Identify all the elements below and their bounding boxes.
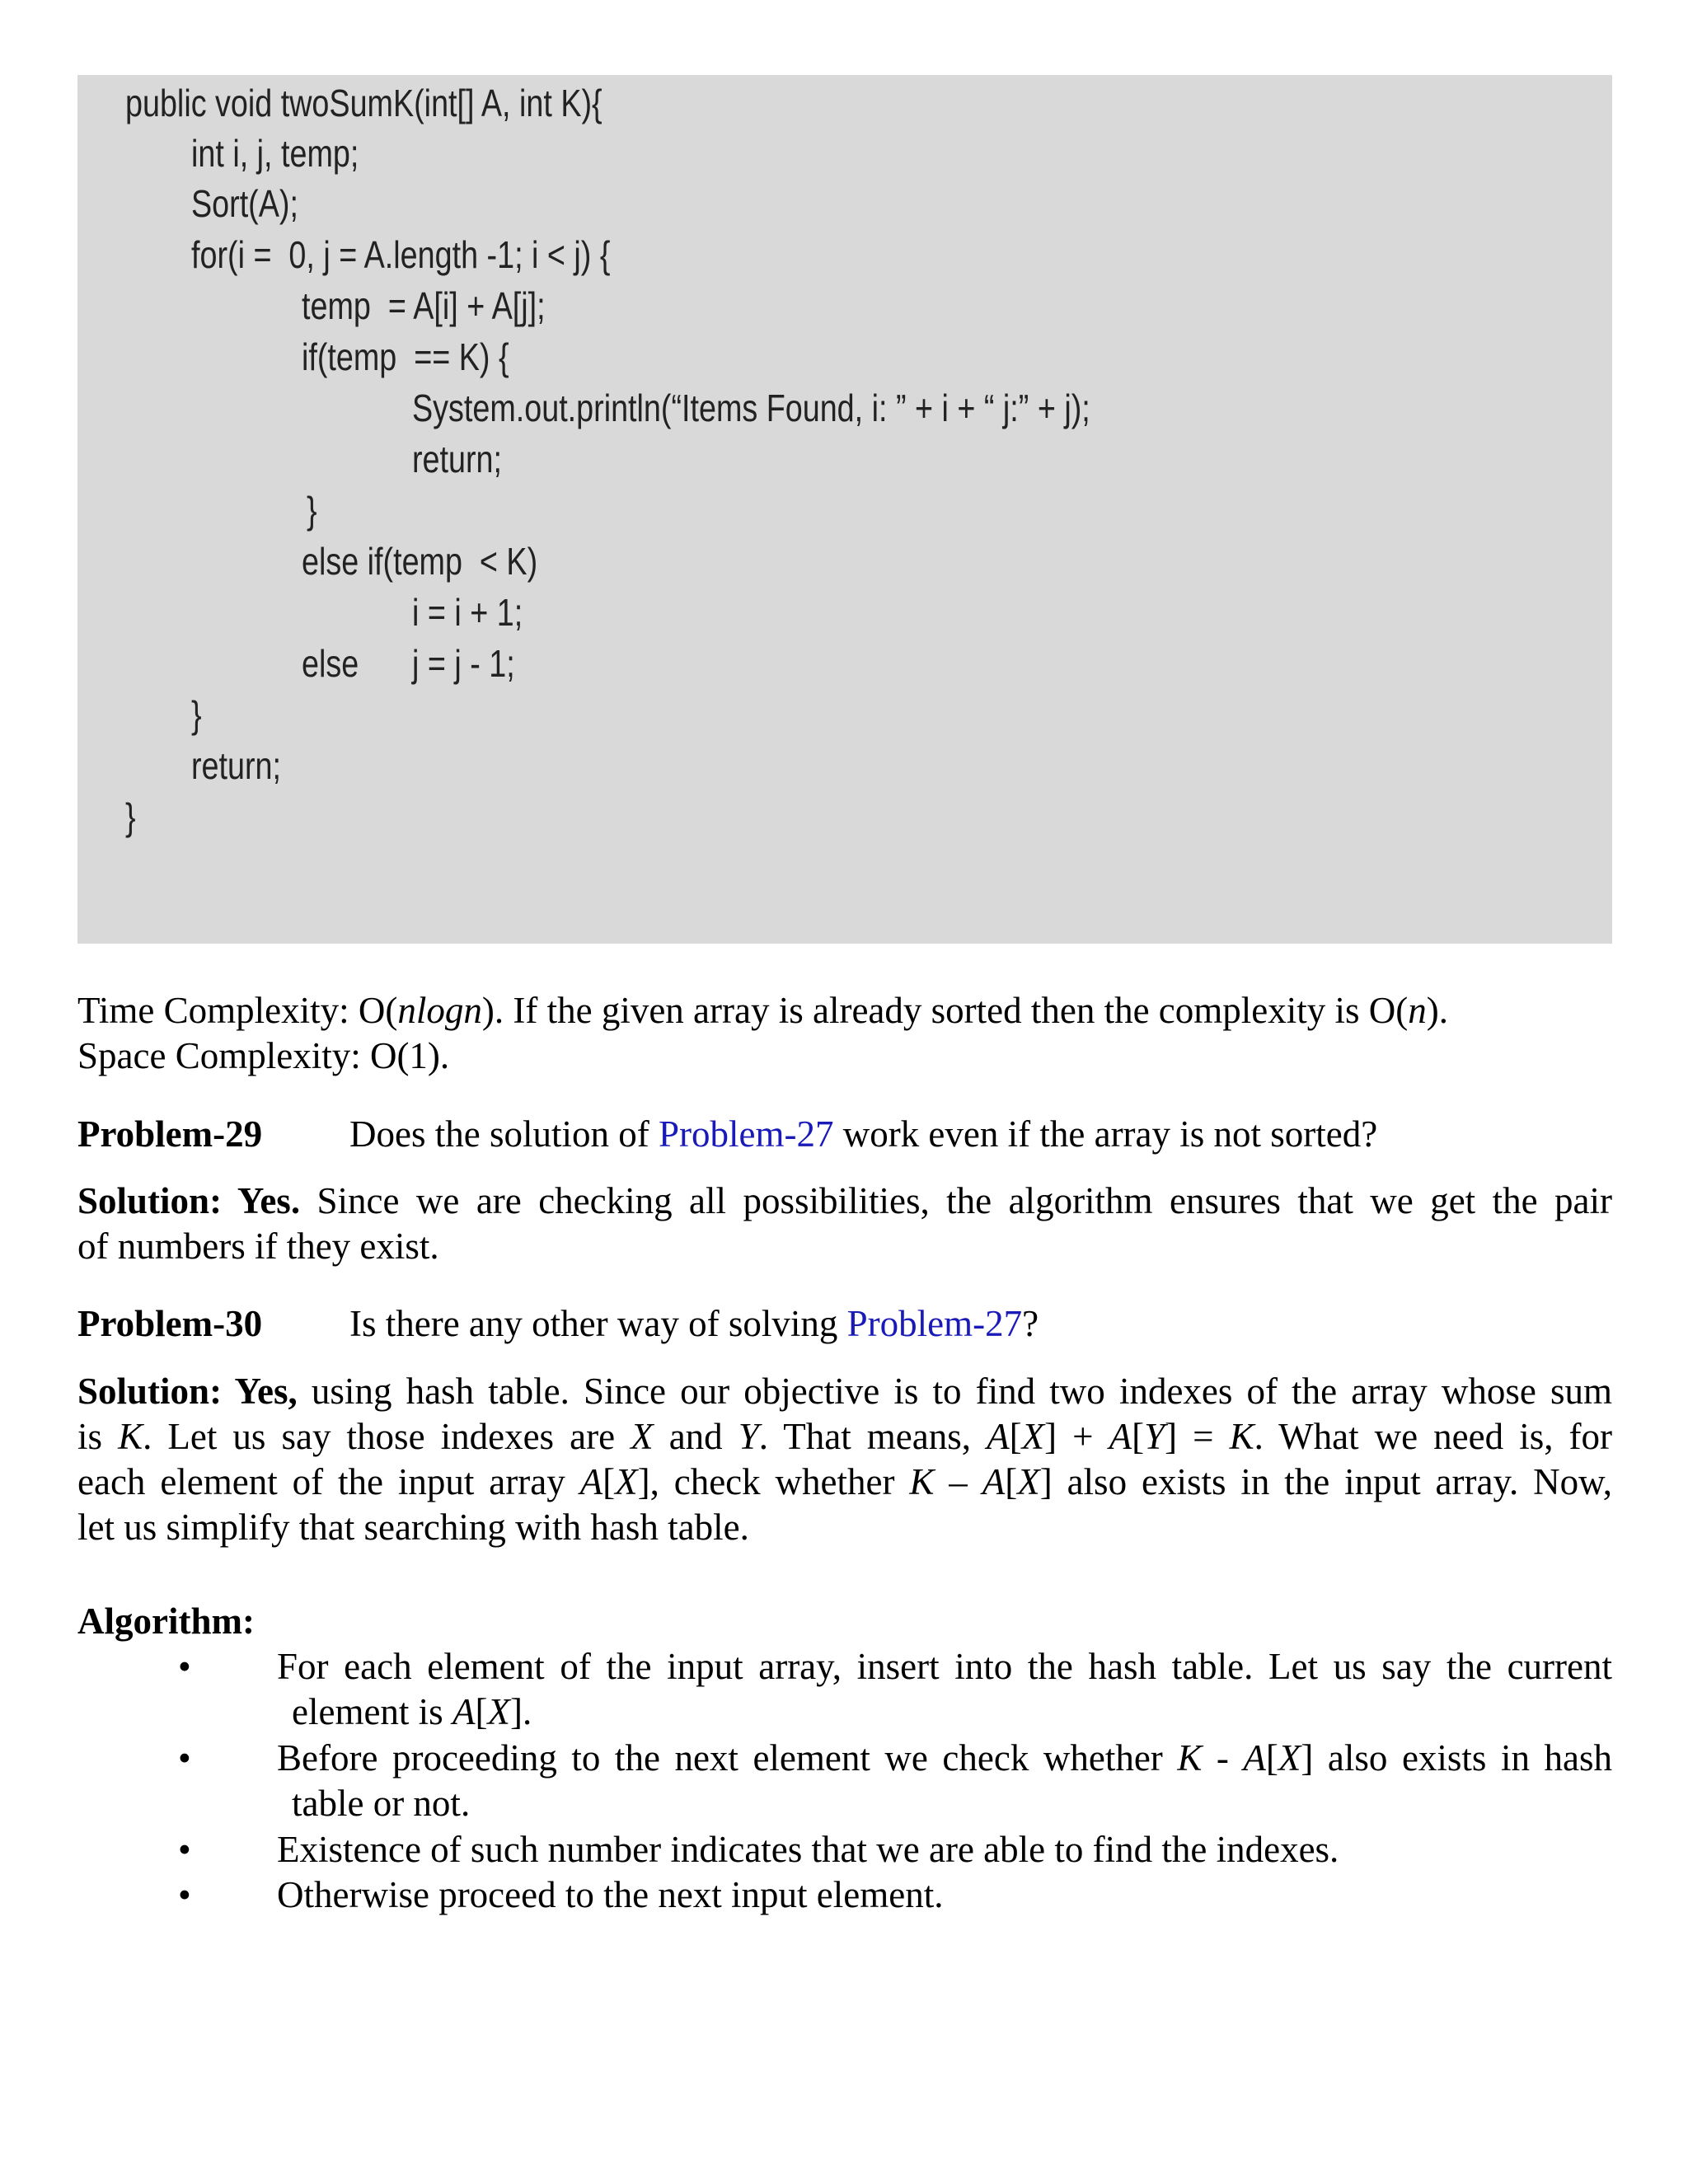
list-item-text [292, 1690, 532, 1735]
list-item-text: Otherwise proceed to the next input element. [277, 1874, 944, 1915]
text-span: . What we need is, for [1254, 1416, 1612, 1457]
code-line: i = i + 1; [412, 591, 523, 634]
list-item [77, 1644, 1612, 1735]
code-line: Sort(A); [191, 182, 298, 225]
text-line [77, 1414, 1612, 1460]
text-span: . Let us say those indexes are [143, 1416, 631, 1457]
list-item [77, 1827, 1612, 1872]
space-complexity: Space Complexity: O(1). [77, 1035, 450, 1076]
text-line: let us simplify that searching with hash table. [77, 1507, 749, 1548]
text-span: A [1243, 1737, 1266, 1779]
code-line: return; [191, 744, 282, 787]
bullet-icon: • [178, 1874, 191, 1915]
text-span: nlogn [397, 990, 482, 1031]
text-span: ? [1022, 1303, 1039, 1344]
code-line: temp = A[i] + A[j]; [302, 284, 546, 327]
text-span: and [653, 1416, 738, 1457]
bullet-icon: • [178, 1829, 191, 1870]
solution-30 [77, 1369, 1612, 1550]
bullet-icon: • [178, 1646, 191, 1687]
code-block [77, 75, 1612, 944]
text-span: using hash table. Since our objective is to find two indexes of the array whose sum [297, 1371, 1612, 1412]
code-line: else if(temp < K) [302, 540, 538, 583]
algorithm-heading [77, 1599, 1612, 1644]
code-line: } [307, 489, 317, 532]
text-span: ] = [1165, 1416, 1230, 1457]
problem-link[interactable]: Problem-27 [658, 1113, 834, 1155]
list-item [77, 1736, 1612, 1826]
problem-label: Problem-29 [77, 1113, 263, 1155]
text-span: ] + [1044, 1416, 1109, 1457]
text-span: X [631, 1416, 654, 1457]
text-span: Time Complexity: O( [77, 990, 398, 1031]
problem-link[interactable]: Problem-27 [846, 1303, 1023, 1344]
text-span: [ [1005, 1461, 1018, 1502]
code-line: j = j - 1; [412, 642, 515, 685]
complexity-text [77, 988, 1612, 1079]
code-line: for(i = 0, j = A.length -1; i < j) { [191, 233, 611, 276]
text-span: A [452, 1691, 476, 1732]
text-span: A [982, 1461, 1006, 1502]
text-span: element is [292, 1691, 452, 1732]
text-span: n [1408, 990, 1427, 1031]
text-span: ] also exists in hash [1301, 1737, 1612, 1779]
text-span: Before proceeding to the next element we check whether [277, 1737, 1178, 1779]
text-span: X [1017, 1461, 1040, 1502]
text-span: K [118, 1416, 143, 1457]
text-line [77, 1460, 1612, 1505]
list-item-text: For each element of the input array, insert into the hash table. Let us say the current [277, 1646, 1612, 1687]
code-line: if(temp == K) { [302, 335, 509, 378]
text-line: of numbers if they exist. [77, 1226, 439, 1267]
problem-text [349, 1301, 1039, 1347]
text-span: work even if the array is not sorted? [833, 1113, 1378, 1155]
text-span: ]. [509, 1691, 532, 1732]
solution-label: Solution: Yes, [77, 1371, 298, 1412]
problem-text [349, 1112, 1377, 1157]
text-span: X [615, 1461, 638, 1502]
text-span: is [77, 1416, 119, 1457]
text-span: [ [475, 1691, 488, 1732]
problem-label: Problem-30 [77, 1303, 263, 1344]
text-span: K [1177, 1737, 1203, 1779]
text-span: A [987, 1416, 1010, 1457]
text-span: ). If the given array is already sorted then the complexity is O( [481, 990, 1409, 1031]
text-span: K [909, 1461, 935, 1502]
code-line: public void twoSumK(int[] A, int K){ [125, 82, 603, 124]
text-span: [ [603, 1461, 616, 1502]
code-line: } [191, 693, 202, 736]
code-line: int i, j, temp; [191, 132, 359, 175]
text-span: [ [1009, 1416, 1022, 1457]
text-span: ] also exists in the input array. Now, [1039, 1461, 1612, 1502]
time-complexity [77, 988, 1612, 1033]
text-line [77, 1179, 1612, 1224]
list-item-text [277, 1736, 1612, 1781]
text-line [77, 1369, 1612, 1414]
text-span: K [1229, 1416, 1254, 1457]
solution-29 [77, 1179, 1612, 1269]
code-line: return; [412, 438, 503, 480]
text-span: [ [1132, 1416, 1145, 1457]
text-span: X [1278, 1737, 1301, 1779]
text-span: - [1202, 1737, 1244, 1779]
text-span: each element of the input array [77, 1461, 580, 1502]
text-span: X [487, 1691, 510, 1732]
text-span: Y [738, 1416, 759, 1457]
text-span: ). [1426, 990, 1449, 1031]
text-span: Y [1144, 1416, 1165, 1457]
list-item-text: Existence of such number indicates that we are able to find the indexes. [277, 1829, 1339, 1870]
text-span: [ [1265, 1737, 1278, 1779]
text-span: Since we are checking all possibilities, the algorithm ensures that we get the pair [300, 1180, 1612, 1221]
solution-label: Solution: Yes. [77, 1180, 301, 1221]
text-span: . That means, [758, 1416, 987, 1457]
text-span: A [579, 1461, 603, 1502]
list-item-text: table or not. [292, 1783, 471, 1824]
heading-text: Algorithm: [77, 1601, 255, 1642]
text-span: X [1021, 1416, 1045, 1457]
text-span: ], check whether [637, 1461, 910, 1502]
code-line: } [125, 795, 136, 838]
code-line: else [302, 642, 359, 685]
text-span: Does the solution of [349, 1113, 659, 1155]
bullet-icon: • [178, 1737, 191, 1779]
text-span: Is there any other way of solving [349, 1303, 847, 1344]
text-span: A [1109, 1416, 1132, 1457]
code-line: System.out.println(“Items Found, i: ” + i + “ j:” + j); [412, 387, 1090, 429]
list-item [77, 1872, 1612, 1918]
text-span: – [934, 1461, 982, 1502]
